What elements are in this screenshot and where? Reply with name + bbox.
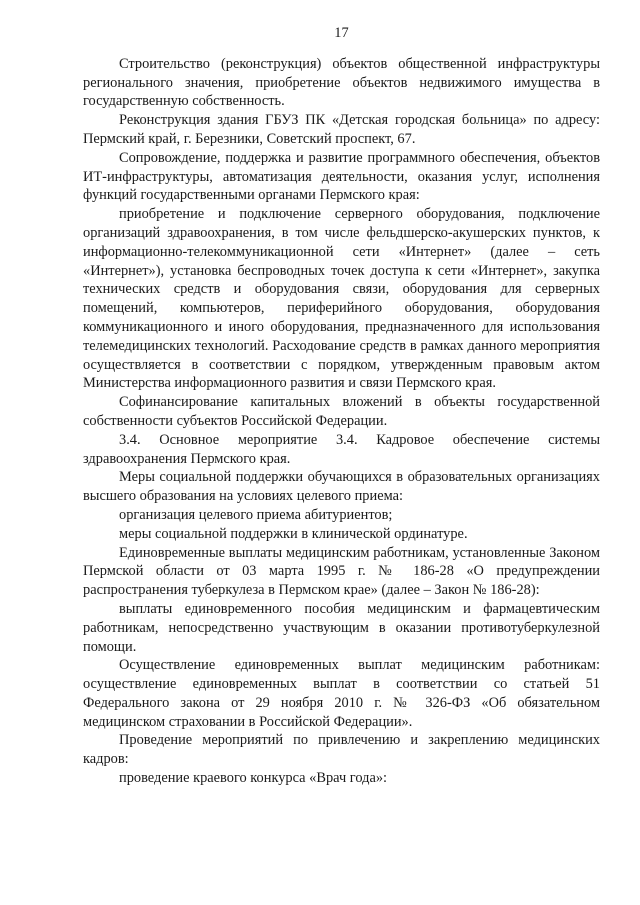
paragraph-section-3-4: 3.4. Основное мероприятие 3.4. Кадровое обеспечение системы здравоохранения Пермского края. — [83, 431, 600, 467]
paragraph-residency-support: меры социальной поддержки в клинической ординатуре. — [119, 525, 468, 542]
paragraph-payments-article-51: Осуществление единовременных выплат медицинским работникам: осуществление единовременных выплат в соответствии со статьей 51 Федерального закона от 29 ноября 2010 г. № 326-ФЗ «Об обязательном медицинском страховании в Российской Федерации». — [83, 657, 600, 730]
paragraph-student-support: Меры социальной поддержки обучающихся в образовательных организациях высшего образования на условиях целевого приема: — [83, 469, 600, 505]
paragraph-hospital-reconstruction: Реконструкция здания ГБУЗ ПК «Детская городская больница» по адресу: Пермский край, г. Березники, Советский проспект, 67. — [83, 112, 600, 147]
paragraph-server-equipment: приобретение и подключение серверного оборудования, подключение организаций здравоохранения, в том числе фельдшерско-акушерских пунктов, к информационно-телекоммуникационной сети «Интернет» (далее – сеть «Интернет»), установка беспроводных точек доступа к сети «Интернет», закупка технических средств и оборудования связи, оборудования для серверных помещений, компьютеров, периферийного оборудования, оборудования коммуникационного и иного оборудования, предназначенного для использования телемедицинских технологий. Расходование средств в рамках данного мероприятия осуществляется в соответствии с порядком, утвержденным правовым актом Министерства информационного развития и связи Пермского края. — [83, 206, 600, 392]
paragraph-doctor-of-year: проведение краевого конкурса «Врач года»: — [119, 770, 388, 787]
paragraph-tb-allowance: выплаты единовременного пособия медицинским и фармацевтическим работникам, непосредственно участвующим в оказании противотуберкулезной помощи. — [83, 600, 600, 655]
paragraph-infrastructure: Строительство (реконструкция) объектов общественной инфраструктуры регионального значения, приобретение объектов недвижимого имущества в государственную собственность. — [83, 55, 600, 110]
paragraph-targeted-admission: организация целевого приема абитуриентов; — [119, 506, 393, 523]
paragraph-staff-retention: Проведение мероприятий по привлечению и закреплению медицинских кадров: — [83, 732, 600, 768]
paragraph-cofinancing: Софинансирование капитальных вложений в объекты государственной собственности субъектов Российской Федерации. — [83, 394, 600, 429]
paragraph-software-support: Сопровождение, поддержка и развитие программного обеспечения, объектов ИТ-инфраструктуры, автоматизация деятельности, оказания услуг, исполнения функций государственными органами Пермского края: — [83, 149, 600, 204]
paragraph-lump-sum-payments: Единовременные выплаты медицинским работникам, установленные Законом Пермской области от 03 марта 1995 г. № 186-28 «О предупреждении распространения туберкулеза в Пермском крае» (далее – Закон № 186-28): — [83, 544, 600, 599]
page-number: 17 — [334, 25, 349, 41]
